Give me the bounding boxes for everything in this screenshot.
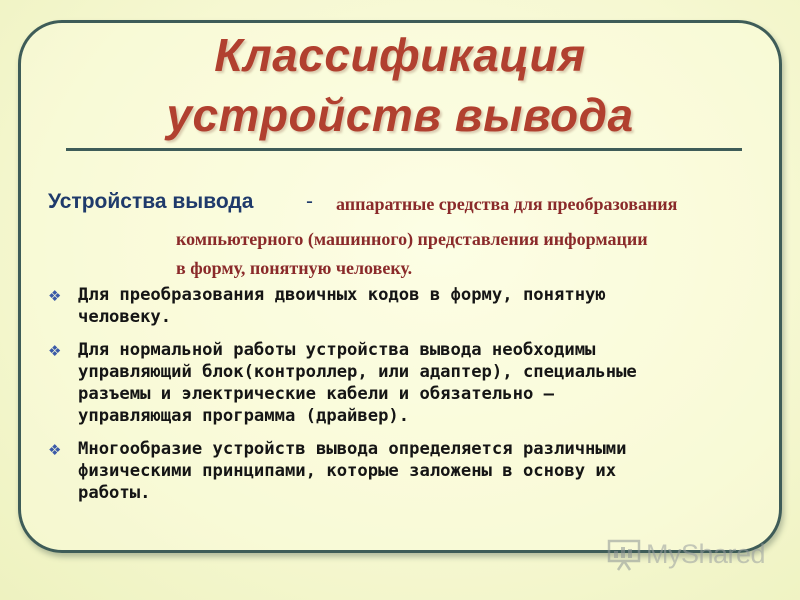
list-item [44,284,774,328]
definition-dash: - [306,190,313,213]
bullet-text: Многообразие устройств вывода определяется различными физическими принципами, которые заложены в основу их работы. [78,439,627,503]
list-item [44,438,774,504]
diamond-bullet-icon: ❖ [48,441,62,459]
presentation-board-icon [606,537,644,571]
title-divider [66,148,742,151]
definition-line-2: компьютерного (машинного) представления информации [176,229,648,249]
definition-term: Устройства вывода [48,190,254,213]
definition-line-1: аппаратные средства для преобразования [336,194,678,214]
bullet-list [44,284,774,515]
list-item [44,339,774,427]
slide-title-line1: Классификация [214,29,586,81]
bullet-text: Для нормальной работы устройства вывода необходимы управляющий блок(контроллер, или адаптер), специальные разъемы и электрические кабели и обязательно – управляющая программа (драйвер). [78,340,637,426]
watermark-text: MyShared [646,538,766,569]
bullet-text: Для преобразования двоичных кодов в форму, понятную человеку. [78,285,606,327]
diamond-bullet-icon: ❖ [48,342,62,360]
definition-line-3: в форму, понятную человеку. [176,258,413,278]
diamond-bullet-icon: ❖ [48,287,62,305]
watermark [606,536,765,572]
slide-title-line2: устройств вывода [166,89,634,141]
